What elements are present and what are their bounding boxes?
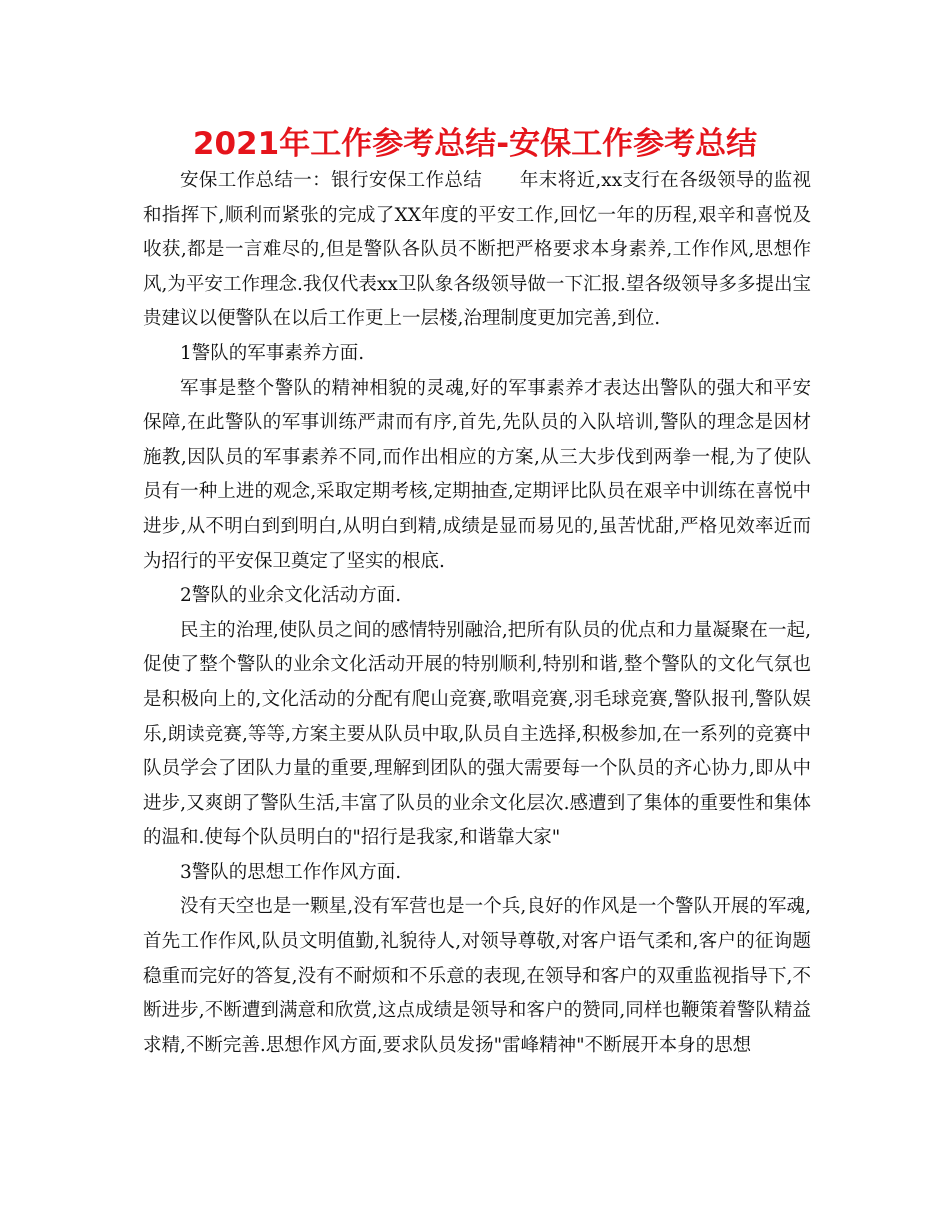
paragraph-work-style: 没有天空也是一颗星,没有军营也是一个兵,良好的作风是一个警队开展的军魂,首先工作作风,队员文明值勤,礼貌待人,对领导尊敬,对客户语气柔和,客户的征询题稳重而完好的答复,没有不耐烦和不乐意的表现,在领导和客户的双重监视指导下,不断进步,不断遭到满意和欣赏,这点成绩是领导和客户的赞同,同样也鞭策着警队精益求精,不断完善.思想作风方面,要求队员发扬"雷峰精神"不断展开本身的思想 [143,896,811,1056]
paragraph-military: 军事是整个警队的精神相貌的灵魂,好的军事素养才表达出警队的强大和平安保障,在此警队的军事训练严肃而有序,首先,先队员的入队培训,警队的理念是因材施教,因队员的军事素养不同,而作出相应的方案,从三大步伐到两拳一棍,为了使队员有一种上进的观念,采取定期考核,定期抽查,定期评比队员在艰辛中训练在喜悦中进步,从不明白到到明白,从明白到精,成绩是显而易见的,虽苦忧甜,严格见效率近而为招行的平安保卫奠定了坚实的根底. [143,377,811,572]
paragraph-intro: 安保工作总结一：银行安保工作总结 年末将近,xx支行在各级领导的监视和指挥下,顺利而紧张的完成了XX年度的平安工作,回忆一年的历程,艰辛和喜悦及收获,都是一言难尽的,但是警队各队员不断把严格要求本身素养,工作作风,思想作风,为平安工作理念.我仅代表xx卫队象各级领导做一下汇报.望各级领导多多提出宝贵建议以便警队在以后工作更上一层楼,治理制度更加完善,到位. [143,170,811,330]
section-heading-culture: 2警队的业余文化活动方面. [180,585,402,607]
paragraph-culture: 民主的治理,使队员之间的感情特别融洽,把所有队员的优点和力量凝聚在一起,促使了整个警队的业余文化活动开展的特别顺利,特别和谐,整个警队的文化气氛也是积极向上的,文化活动的分配有爬山竞赛,歌唱竞赛,羽毛球竞赛,警队报刊,警队娱乐,朗读竞赛,等等,方案主要从队员中取,队员自主选择,积极参加,在一系列的竞赛中队员学会了团队力量的重要,理解到团队的强大需要每一个队员的齐心协力,即从中进步,又爽朗了警队生活,丰富了队员的业余文化层次.感遭到了集体的重要性和集体的温和.使每个队员明白的"招行是我家,和谐靠大家" [143,619,811,849]
document-body [143,164,811,1063]
section-heading-work-style: 3警队的思想工作作风方面. [180,861,402,883]
document-title: 2021年工作参考总结-安保工作参考总结 [192,126,758,162]
section-heading-military: 1警队的军事素养方面. [180,342,365,364]
